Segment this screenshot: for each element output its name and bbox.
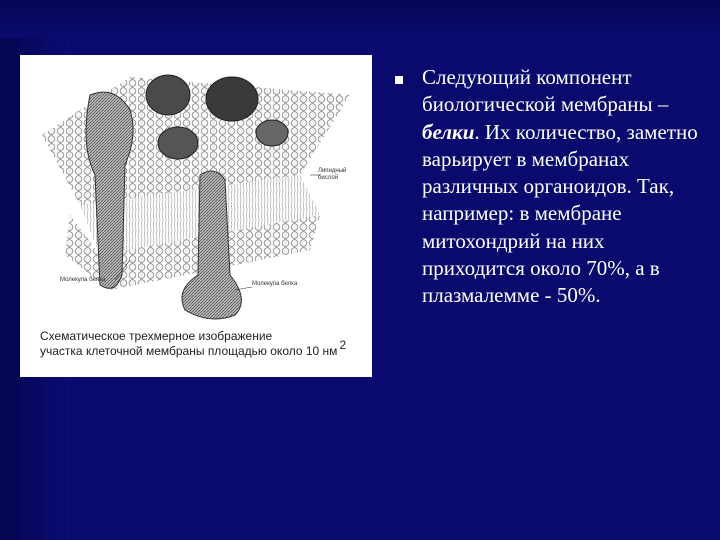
caption-line-2 [40, 338, 370, 359]
membrane-figure [20, 55, 372, 377]
background-top-band [0, 0, 720, 38]
slide-text [422, 64, 707, 310]
slide-text-part2: . Их количество, заметно варьирует в мембранах различных органоидов. Так, например: в мембране митохондрий на них приходится около 70%, а в плазмалемме - 50%. [422, 119, 698, 308]
protein-right-label: Молекула белка [252, 281, 298, 287]
caption-superscript: 2 [339, 338, 347, 352]
slide-text-emphasis: белки [422, 119, 475, 144]
bullet-square-icon [395, 76, 403, 84]
globular-protein-3 [158, 127, 198, 159]
globular-protein-1 [146, 75, 190, 115]
caption-line-1: Схематическое трехмерное изображение [40, 329, 273, 343]
globular-protein-2 [206, 77, 258, 121]
globular-protein-4 [256, 120, 288, 146]
protein-left-label: Молекула белка [60, 277, 106, 283]
slide-text-part1: Следующий компонент биологической мембраны – [422, 65, 669, 117]
caption-line-2-text: участка клеточной мембраны площадью около 10 нм [40, 344, 338, 358]
lipid-bilayer-label: Липидный бислой [318, 168, 347, 181]
figure-caption [40, 329, 370, 359]
